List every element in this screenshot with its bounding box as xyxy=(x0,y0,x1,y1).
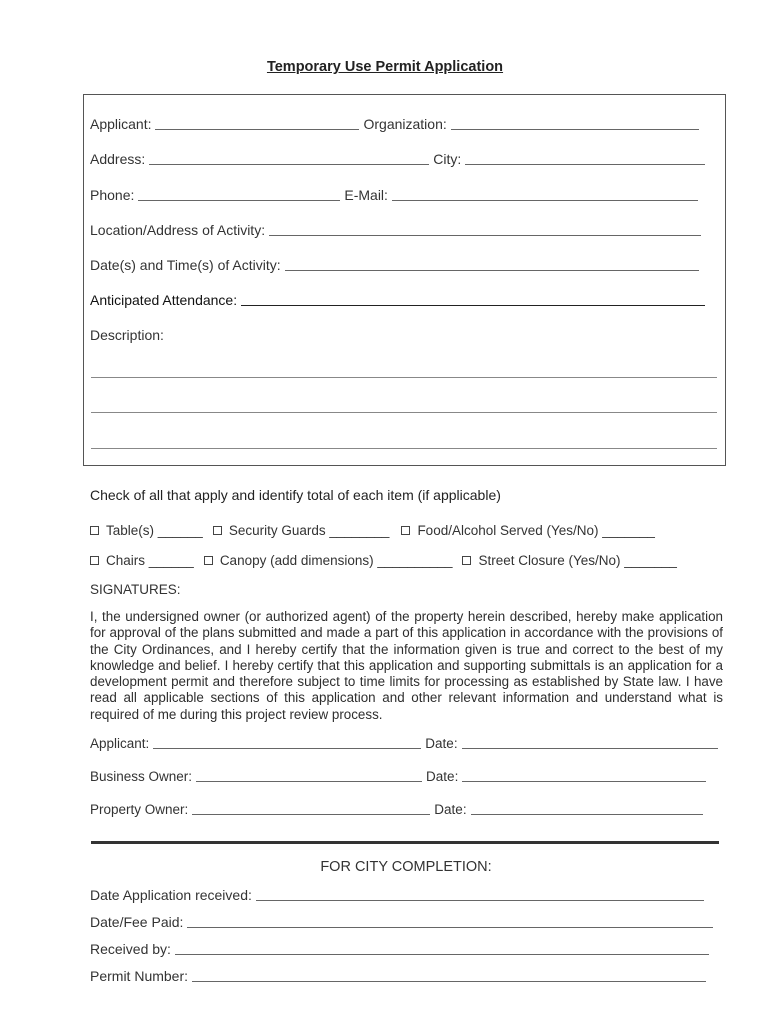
applicant-signature-field[interactable] xyxy=(153,736,421,749)
tables-checkbox[interactable] xyxy=(90,526,99,535)
property-owner-row xyxy=(90,802,707,817)
checklist-heading: Check of all that apply and identify total of each item (if applicable) xyxy=(90,487,501,503)
street-closure-label: Street Closure (Yes/No) _______ xyxy=(478,553,677,568)
date-fee-field[interactable] xyxy=(187,915,713,928)
description-line-3[interactable] xyxy=(91,448,717,449)
canopy-item[interactable] xyxy=(204,553,453,568)
received-by-field[interactable] xyxy=(175,942,709,955)
location-label: Location/Address of Activity: xyxy=(90,222,266,238)
property-owner-label: Property Owner: xyxy=(90,802,189,817)
chairs-label: Chairs ______ xyxy=(106,553,194,568)
city-field[interactable] xyxy=(465,152,705,165)
property-owner-date-field[interactable] xyxy=(471,802,703,815)
business-owner-date-label: Date: xyxy=(426,769,459,784)
security-guards-checkbox[interactable] xyxy=(213,526,222,535)
description-line-1[interactable] xyxy=(91,377,717,378)
datetime-field[interactable] xyxy=(285,258,699,271)
chairs-checkbox[interactable] xyxy=(90,556,99,565)
permit-number-row xyxy=(90,968,710,984)
applicant-label: Applicant: xyxy=(90,116,152,132)
city-label: City: xyxy=(433,151,462,167)
date-fee-row xyxy=(90,914,717,930)
security-guards-item[interactable] xyxy=(213,523,390,538)
chairs-item[interactable] xyxy=(90,553,194,568)
email-label: E-Mail: xyxy=(344,187,388,203)
tables-item[interactable] xyxy=(90,523,203,538)
business-owner-row xyxy=(90,769,710,784)
canopy-label: Canopy (add dimensions) __________ xyxy=(219,553,453,568)
business-owner-label: Business Owner: xyxy=(90,769,193,784)
food-alcohol-checkbox[interactable] xyxy=(401,526,410,535)
street-closure-checkbox[interactable] xyxy=(462,556,471,565)
phone-field[interactable] xyxy=(138,188,340,201)
location-field[interactable] xyxy=(269,223,701,236)
checklist-row-2 xyxy=(90,553,687,568)
applicant-row xyxy=(90,116,703,132)
canopy-checkbox[interactable] xyxy=(204,556,213,565)
checklist-row-1 xyxy=(90,523,665,538)
date-received-field[interactable] xyxy=(256,888,704,901)
checklist-heading-row xyxy=(90,487,501,503)
attendance-row xyxy=(90,292,709,308)
food-alcohol-item[interactable] xyxy=(401,523,654,538)
applicant-signature-row xyxy=(90,736,722,751)
city-completion-heading: FOR CITY COMPLETION: xyxy=(320,859,492,875)
received-by-row xyxy=(90,941,713,957)
permit-number-field[interactable] xyxy=(192,969,706,982)
security-guards-label: Security Guards ________ xyxy=(228,523,390,538)
received-by-label: Received by: xyxy=(90,941,171,957)
date-received-row xyxy=(90,887,708,903)
section-divider xyxy=(91,841,719,844)
certification-statement: I, the undersigned owner (or authorized agent) of the property herein described, hereby make application for approval of the plans submitted and made a part of this application in accordance with the provisions of the City Ordinances, and I hereby certify that the information given is true and correct to the best of my knowledge and belief. I hereby certify that this application and supporting submittals is an application for a development permit and therefore subject to time limits for processing as established by State law. I have read all applicable sections of this application and other relevant information and understand what is required of me during this project review process. xyxy=(90,609,723,722)
description-line-2[interactable] xyxy=(91,412,717,413)
phone-label: Phone: xyxy=(90,187,135,203)
applicant-signature-label: Applicant: xyxy=(90,736,150,751)
property-owner-date-label: Date: xyxy=(434,802,467,817)
applicant-field[interactable] xyxy=(155,117,359,130)
applicant-date-field[interactable] xyxy=(462,736,718,749)
address-row xyxy=(90,151,709,167)
applicant-info-box xyxy=(83,94,726,466)
date-received-label: Date Application received: xyxy=(90,887,252,903)
attendance-field[interactable] xyxy=(241,293,705,306)
signatures-heading-row xyxy=(90,582,181,597)
address-label: Address: xyxy=(90,151,146,167)
phone-row xyxy=(90,187,702,203)
business-owner-field[interactable] xyxy=(196,769,422,782)
page-title: Temporary Use Permit Application xyxy=(266,59,504,75)
property-owner-field[interactable] xyxy=(192,802,430,815)
datetime-row xyxy=(90,257,703,273)
datetime-label: Date(s) and Time(s) of Activity: xyxy=(90,257,281,273)
attendance-label: Anticipated Attendance: xyxy=(90,292,238,308)
email-field[interactable] xyxy=(392,188,698,201)
permit-number-label: Permit Number: xyxy=(90,968,189,984)
signatures-heading: SIGNATURES: xyxy=(90,582,181,597)
date-fee-label: Date/Fee Paid: xyxy=(90,914,184,930)
food-alcohol-label: Food/Alcohol Served (Yes/No) _______ xyxy=(417,523,655,538)
organization-field[interactable] xyxy=(451,117,699,130)
address-field[interactable] xyxy=(149,152,429,165)
description-row xyxy=(90,327,164,343)
organization-label: Organization: xyxy=(363,116,447,132)
location-row xyxy=(90,222,705,238)
tables-label: Table(s) ______ xyxy=(106,523,203,538)
applicant-date-label: Date: xyxy=(425,736,458,751)
street-closure-item[interactable] xyxy=(462,553,676,568)
description-label: Description: xyxy=(90,327,164,343)
business-owner-date-field[interactable] xyxy=(462,769,706,782)
